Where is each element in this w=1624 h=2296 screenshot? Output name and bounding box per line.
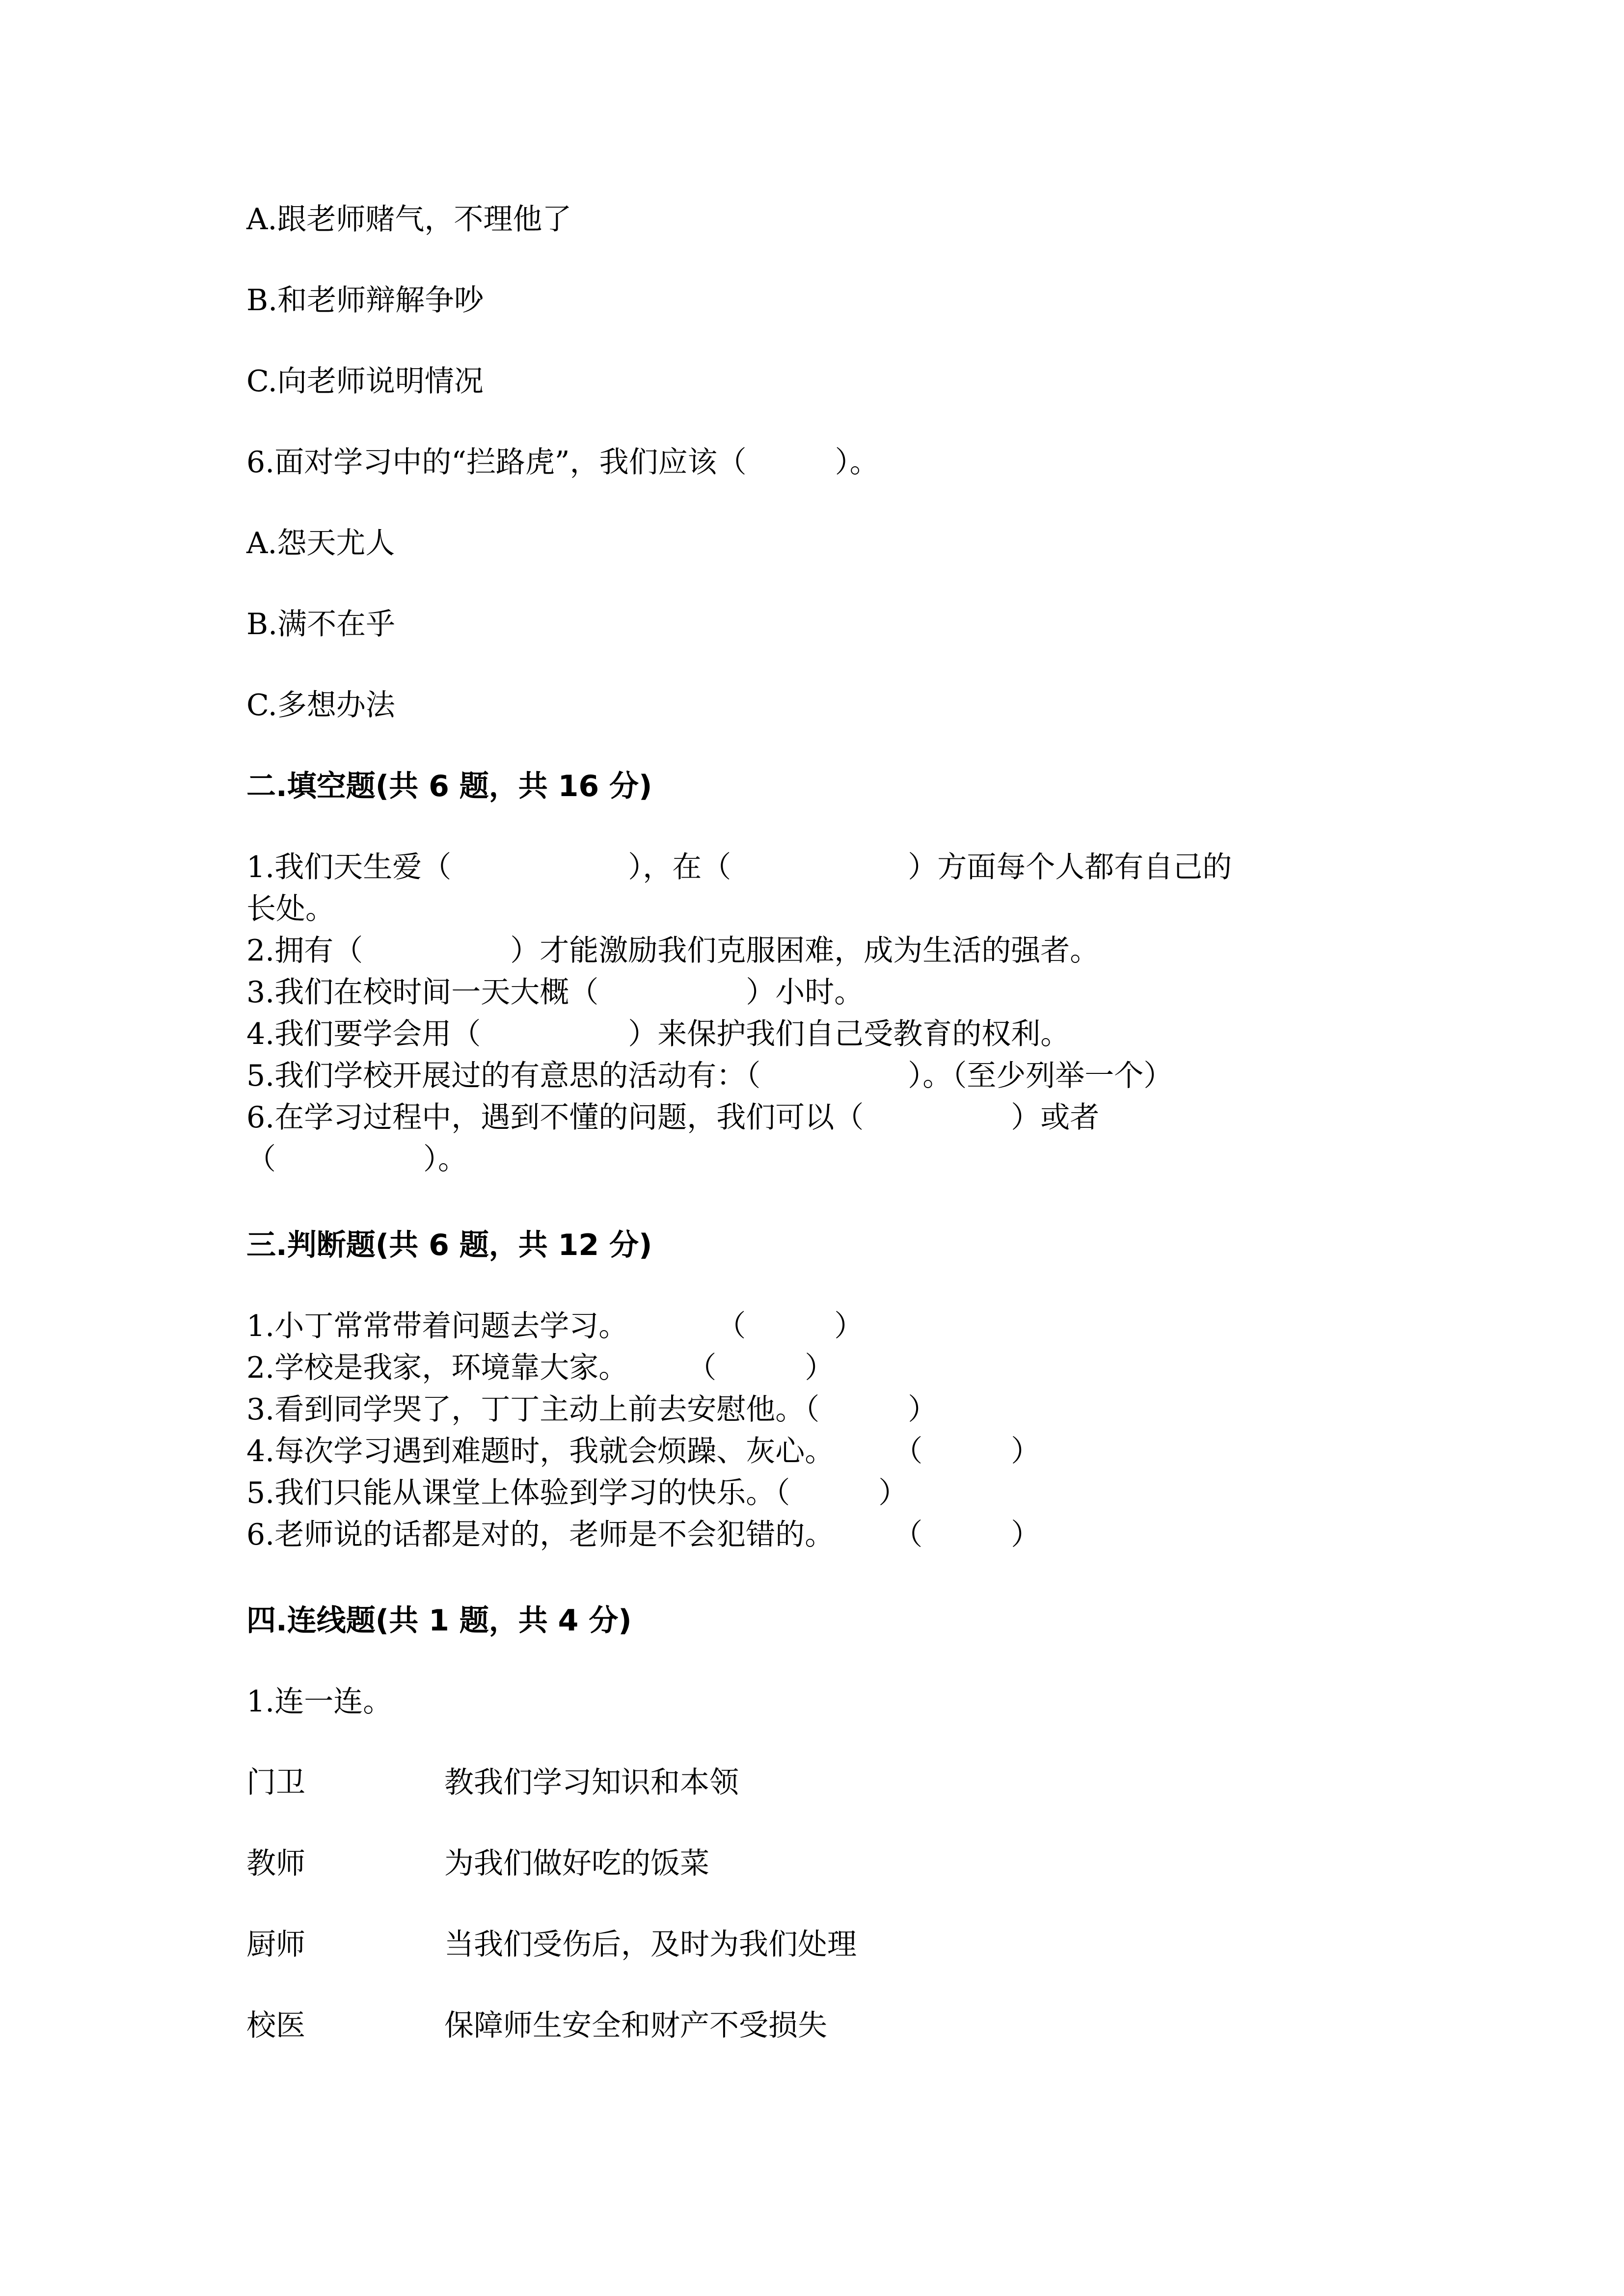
match-left-item: 校医: [246, 2008, 305, 2043]
section2-item: （ ）。: [246, 1142, 467, 1176]
q6-question: 6.面对学习中的“拦路虎”，我们应该（ ）。: [246, 445, 879, 480]
section2-item: 4.我们要学会用（ ）来保护我们自己受教育的权利。: [246, 1017, 1070, 1051]
section3-item: 2.学校是我家，环境靠大家。 （ ）: [246, 1351, 835, 1385]
section2-item: 3.我们在校时间一天大概（ ）小时。: [246, 975, 864, 1010]
section3-item: 1.小丁常常带着问题去学习。 （ ）: [246, 1309, 864, 1343]
section4-title: 四.连线题(共 1 题，共 4 分): [246, 1603, 632, 1638]
match-right-item: 为我们做好吃的饭菜: [444, 1846, 709, 1881]
match-left-item: 教师: [246, 1846, 305, 1881]
section2-item: 2.拥有（ ）才能激励我们克服困难，成为生活的强者。: [246, 934, 1100, 968]
match-left-item: 门卫: [246, 1765, 305, 1800]
section2-item: 长处。: [246, 892, 335, 926]
section3-item: 4.每次学习遇到难题时，我就会烦躁、灰心。 （ ）: [246, 1434, 1041, 1468]
section3-item: 6.老师说的话都是对的，老师是不会犯错的。 （ ）: [246, 1518, 1041, 1552]
q5-option-a: A.跟老师赌气，不理他了: [246, 202, 572, 237]
q5-option-c: C.向老师说明情况: [246, 364, 484, 399]
match-left-item: 厨师: [246, 1927, 305, 1962]
q6-option-b: B.满不在乎: [246, 607, 396, 641]
q6-option-c: C.多想办法: [246, 688, 395, 722]
section3-item: 5.我们只能从课堂上体验到学习的快乐。（ ）: [246, 1476, 908, 1510]
q5-option-b: B.和老师辩解争吵: [246, 283, 484, 318]
match-right-item: 教我们学习知识和本领: [444, 1765, 739, 1800]
match-right-item: 当我们受伤后，及时为我们处理: [444, 1927, 857, 1962]
section2-item: 1.我们天生爱（ ），在（ ）方面每个人都有自己的: [246, 850, 1232, 884]
section2-item: 6.在学习过程中，遇到不懂的问题，我们可以（ ）或者: [246, 1100, 1100, 1135]
q6-option-a: A.怨天尤人: [246, 526, 395, 561]
match-right-item: 保障师生安全和财产不受损失: [444, 2008, 827, 2043]
section2-item: 5.我们学校开展过的有意思的活动有：（ ）。（至少列举一个）: [246, 1059, 1173, 1093]
section4-question: 1.连一连。: [246, 1684, 393, 1719]
section3-item: 3.看到同学哭了，丁丁主动上前去安慰他。（ ）: [246, 1392, 938, 1427]
section2-title: 二.填空题(共 6 题，共 16 分): [246, 769, 652, 803]
section3-title: 三.判断题(共 6 题，共 12 分): [246, 1228, 652, 1262]
